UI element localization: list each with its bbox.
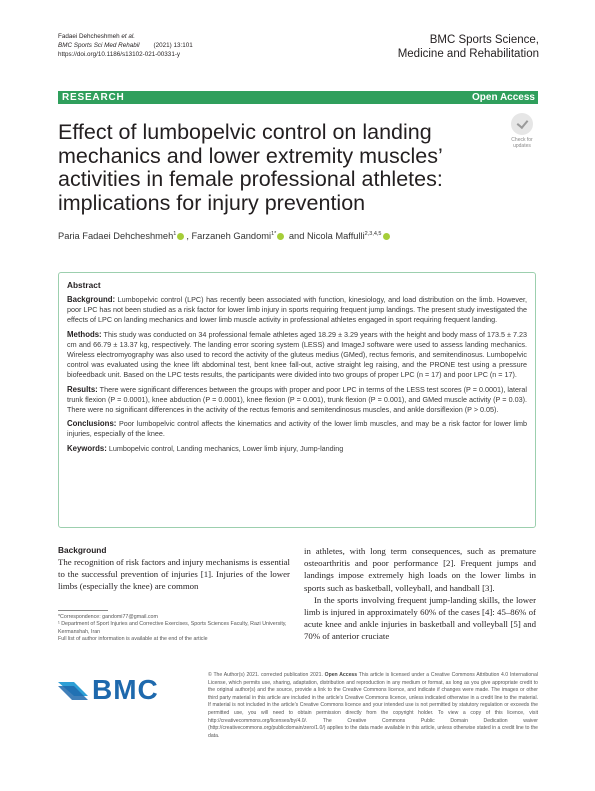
abstract-background-text: Lumbopelvic control (LPC) has recently been associated with function, kinesiology, and load distribution on the limb. However, poor LPC has not been studied as a risk factor for lower limb injury in sports requiring frequent jump landings. The present study investigated the effects of LPC on landing mechanics and lower limb muscle activity in professional athletes engaged in sport requiring frequent landing. bbox=[67, 295, 527, 325]
header-journal-abbrev: BMC Sports Sci Med Rehabil bbox=[58, 42, 140, 49]
footnote-full-list: Full list of author information is available at the end of the article bbox=[58, 636, 208, 643]
journal-line-1: BMC Sports Science, bbox=[429, 34, 539, 46]
abstract-box bbox=[58, 272, 536, 528]
article-meta bbox=[58, 32, 193, 59]
abstract-methods-label: Methods: bbox=[67, 329, 102, 339]
journal-name bbox=[398, 33, 539, 61]
author-1[interactable]: Paria Fadaei Dehcheshmeh bbox=[58, 231, 174, 242]
section-heading-background: Background bbox=[58, 545, 107, 555]
author-1-affil: 1 bbox=[173, 231, 177, 237]
abstract-conclusions-label: Conclusions: bbox=[67, 419, 117, 429]
header-et-al: et al. bbox=[121, 33, 136, 40]
check-for-updates-icon bbox=[511, 113, 533, 135]
abstract-conclusions bbox=[67, 419, 527, 439]
abstract-background-label: Background: bbox=[67, 295, 116, 304]
author-2-affil: 1* bbox=[271, 231, 277, 237]
abstract-heading: Abstract bbox=[67, 280, 101, 290]
article-type-banner bbox=[58, 91, 538, 104]
orcid-icon[interactable] bbox=[177, 233, 184, 240]
abstract-keywords-text: Lumbopelvic control, Landing mechanics, Lower limb injury, Jump-landing bbox=[106, 443, 344, 453]
body-column-right bbox=[304, 545, 536, 643]
check-updates-line-2: updates bbox=[513, 143, 531, 149]
footnote-correspondence: *Correspondence: gandomi77@gmail.com bbox=[58, 614, 158, 620]
body-paragraph: In the sports involving frequent jump-landing skills, the lower limb is injured in approximately 60% of the cases [4]: 45–86% of acute knee and ankle injuries in basketball and volleyball [5] and 70% of anterior cruciate bbox=[304, 594, 536, 642]
abstract-results-label: Results: bbox=[67, 384, 98, 394]
license-corrected: corrected publication 2021. bbox=[259, 672, 323, 678]
orcid-icon[interactable] bbox=[383, 233, 390, 240]
abstract-methods bbox=[67, 330, 527, 381]
abstract-background bbox=[67, 295, 527, 326]
abstract-results bbox=[67, 385, 527, 416]
footnote-divider bbox=[58, 610, 108, 611]
author-3[interactable]: Nicola Maffulli bbox=[306, 231, 365, 242]
footnotes bbox=[58, 614, 290, 644]
journal-line-2: Medicine and Rehabilitation bbox=[397, 48, 539, 60]
author-2[interactable]: Farzaneh Gandomi bbox=[191, 231, 272, 242]
body-paragraph: The recognition of risk factors and injury mechanisms is essential to the successful prevention of injuries [1]. Injuries of the lower limbs (especially the knee) are common bbox=[58, 557, 290, 592]
author-sep-1: , bbox=[186, 231, 192, 242]
header-year-vol: (2021) 13:101 bbox=[153, 42, 193, 49]
license-open-access-label: Open Access bbox=[324, 672, 358, 678]
body-column-left bbox=[58, 545, 290, 593]
abstract-keywords-label: Keywords: bbox=[67, 443, 107, 453]
check-for-updates-badge[interactable] bbox=[506, 113, 538, 149]
author-list bbox=[58, 231, 392, 241]
author-sep-2: and bbox=[286, 231, 307, 242]
body-paragraph: in athletes, with long term consequences, such as premature osteoarthritis and poor performance [2]. Frequent jumps and landings impose extremely high loads on the lower limbs in sports such as basketball, volleyball, and handball [3]. bbox=[304, 546, 536, 593]
bmc-logo-text: BMC bbox=[92, 674, 159, 705]
abstract-keywords bbox=[67, 444, 527, 454]
banner-open-access-label: Open Access bbox=[472, 92, 535, 103]
license-copyright: © The Author(s) 2021. bbox=[208, 672, 260, 678]
license-body: This article is licensed under a Creative Commons Attribution 4.0 International License, which permits use, sharing, adaptation, distribution and reproduction in any medium or format, as long as you give appropriate credit to the original author(s) and the source, provide a link to the Creative Commons licence, and indicate if changes were made. The images or other third party material in this article are included in the article’s Creative Commons licence, unless indicated otherwise in a credit line to the material. If material is not included in the article’s Creative Commons licence and your intended use is not permitted by statutory regulation or exceeds the permitted use, you will need to obtain permission directly from the copyright holder. To view a copy of this licence, visit http://creativecommons.org/licenses/by/4.0/. The Creative Commons Public Domain Dedication waiver (http://creativecommons.org/publicdomain/zero/1.0/) applies to the data made available in this article, unless otherwise stated in a credit line to the data. bbox=[208, 672, 538, 739]
abstract-conclusions-text: Poor lumbopelvic control affects the kinematics and activity of the lower limb muscles, and may be a risk factor for lower limb injuries, especially of the knee. bbox=[67, 419, 527, 439]
banner-research-label: RESEARCH bbox=[62, 92, 125, 103]
article-title: Effect of lumbopelvic control on landing mechanics and lower extremity muscles’ activities in female professional athletes: implications for injury prevention bbox=[58, 120, 443, 215]
abstract-results-text: There were significant differences between the groups with proper and poor LPC in terms of the LESS test scores (P = 0.0001), lateral trunk flexion (P = 0.0001), knee abduction (P = 0.0001), knee flexion (P = 0.001), trunk flexion (P = 0.001), and GMed muscle activity (P = 0.03). There were no significant differences in the activity of the rectus femoris and semitendinosus muscles, and ankle dorsiflexion (P > 0.05). bbox=[67, 384, 527, 415]
license-text bbox=[208, 672, 538, 740]
orcid-icon[interactable] bbox=[277, 233, 284, 240]
header-doi-link[interactable]: https://doi.org/10.1186/s13102-021-00331-y bbox=[58, 51, 181, 58]
footnote-affiliation: ¹ Department of Sport Injuries and Corrective Exercises, Sports Sciences Faculty, Razi University, Kermanshah, Iran bbox=[58, 621, 287, 635]
check-updates-line-1: Check for bbox=[511, 137, 533, 143]
abstract-methods-text: This study was conducted on 34 professional female athletes aged 18.29 ± 3.29 years with the height and body mass of 173.5 ± 7.23 cm and 66.79 ± 13.37 kg, respectively. The landing error scoring system (LESS) and ImageJ software were used to assess landing mechanics. Wireless electromyography was also used to record the activity of the gluteus medius (GMed), rectus femoris, and semitendinosus. Lumbopelvic control was evaluated using the knee lift abdominal test, bent knee fall-out, active straight leg raising, and the PRONE test using a pressure biofeedback unit. Based on the LPC tests results, the participants were divided into two groups of proper LPC (n = 17) and poor LPC (n = 17). bbox=[67, 329, 527, 380]
author-3-affil: 2,3,4,5 bbox=[364, 231, 382, 237]
header-authors: Fadaei Dehcheshmeh bbox=[58, 33, 120, 40]
